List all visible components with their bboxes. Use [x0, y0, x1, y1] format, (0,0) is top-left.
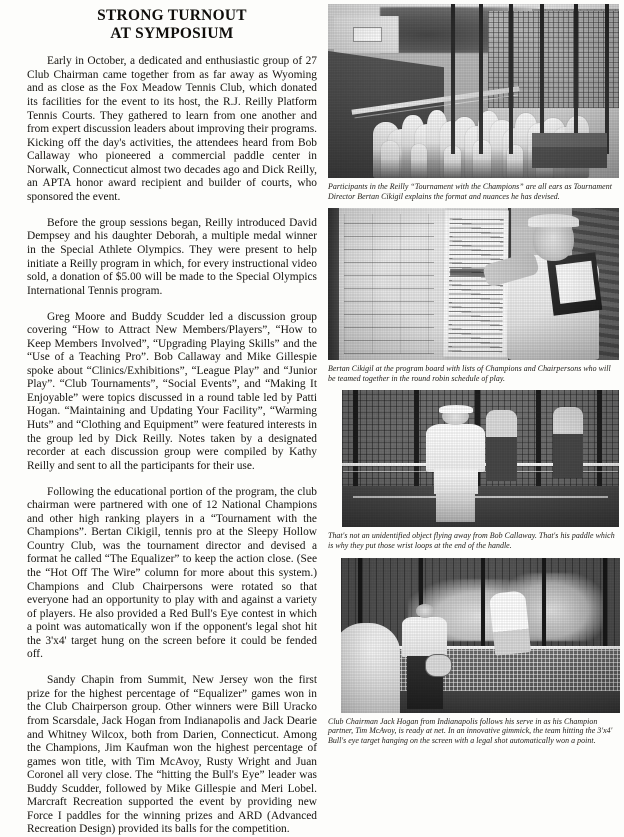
photo-column — [328, 4, 619, 752]
photo-caption: Club Chairman Jack Hogan from Indianapolis follows his serve in as his Champion partner, Tim McAvoy, is ready at net. In an innovative gimmick, the team hitting the 3'x4' Bull's eye target hanging on the screen with a legal shot automatically won a point. — [328, 716, 613, 745]
headline-line-1: STRONG TURNOUT — [97, 7, 247, 24]
program-board-photo — [328, 208, 619, 360]
photo-block — [328, 4, 619, 201]
photo-caption: That's not an unidentified object flying away from Bob Callaway. That's his paddle which is why they put those wrist loops at the end of the handle. — [328, 531, 615, 550]
photo-block — [328, 558, 619, 746]
participants-listening-photo — [328, 4, 619, 178]
bob-callaway-paddle-photo — [342, 390, 619, 527]
photo-block — [328, 208, 619, 383]
article-paragraph: Before the group sessions began, Reilly introduced David Dempsey and his daughter Deborah, a multiple medal winner in the Special Athlete Olympics. They were present to help initiate a Reilly program in which, for every instructional video sold, a donation of $5.00 will be made to the Special Olympics International Tennis program. — [27, 216, 317, 297]
article-paragraph: Early in October, a dedicated and enthusiastic group of 27 Club Chairman came together from as far away as Wyoming and as close as the Fox Meadow Tennis Club, which donated its facilities for the event to its host, the R.J. Reilly Platform Tennis Courts. They gathered to learn from one another and from expert discussion leaders about improving their programs. Kicking off the day's activities, the attendees heard from Bob Callaway who pioneered a commercial paddle center in Norwalk, Connecticut almost two decades ago and Dick Reilly, an APTA honor award recipient and builder of courts, who sponsored the event. — [27, 55, 317, 203]
page-title — [27, 7, 317, 43]
jack-hogan-serve-photo — [341, 558, 620, 713]
article-paragraph: Sandy Chapin from Summit, New Jersey won the first prize for the highest percentage of “Equalizer” games won in the Club Chairperson group. Other winners were Bill Uracko from Scarsdale, Jack Hogan from Indianapolis and Jack Dearie and Whitney Wilcox, both from Darien, Connecticut. Among the Champions, Jim Kaufman won the highest percentage of games won title, with Tim McAvoy, Rusty Wright and Juan Coronel all very close. The “hitting the Bull's Eye” leader was Buddy Scudder, followed by Mike Gillespie and Meri Lobel. Marcraft Recreation supported the event by providing new Force I paddles for the winning prizes and ARD (Advanced Recreation Design) provided its balls for the competition. — [27, 674, 317, 836]
photo-block — [328, 390, 619, 550]
headline-line-2: AT SYMPOSIUM — [110, 25, 234, 43]
article-paragraph: Following the educational portion of the program, the club chairman were partnered with one of 12 National Champions and other high ranking players in a “Tournament with the Champions”. Bertan Cikigil, tennis pro at the Sleepy Hollow Country Club, was the tournament director and devised a format he called “The Equalizer” to keep the action close. (See the “Hot Off The Wire” column for more about this system.) Champions and Club Chairpersons were rotated so that everyone had an opportunity to play with and against a variety of players. He also provided a Red Bull's Eye contest in which a point was automatically won if the opponent's legal shot hit the 3'x4' target hung on the screen before it could be fended off. — [27, 485, 317, 661]
article-paragraph: Greg Moore and Buddy Scudder led a discussion group covering “How to Attract New Members/Players”, “How to Keep Members Involved”, “Upgrading Playing Skills” and the “Use of a Teaching Pro”. Bob Callaway and Mike Gillespie spoke about “Clinics/Exhibitions”, “League Play” and “Junior Play”. “Club Tournaments”, “Social Events”, and “Making It Enjoyable” were topics discussed in a round table led by Patti Hogan. “Maintaining and Updating Your Facility”, “Warming Huts” and “Clothing and Equipment” were featured interests in the group led by Dick Reilly. Notes taken by a designated recorder at each discussion group were compiled by Kathy Reilly and sent to all the participants for their use. — [27, 310, 317, 472]
photo-caption: Bertan Cikigil at the program board with lists of Champions and Chairpersons who will be teamed together in the round robin schedule of play. — [328, 364, 611, 383]
photo-caption: Participants in the Reilly “Tournament with the Champions” are all ears as Tournament Director Bertan Cikigil explains the format and nuances he has devised. — [328, 182, 612, 201]
article-column — [27, 4, 317, 837]
